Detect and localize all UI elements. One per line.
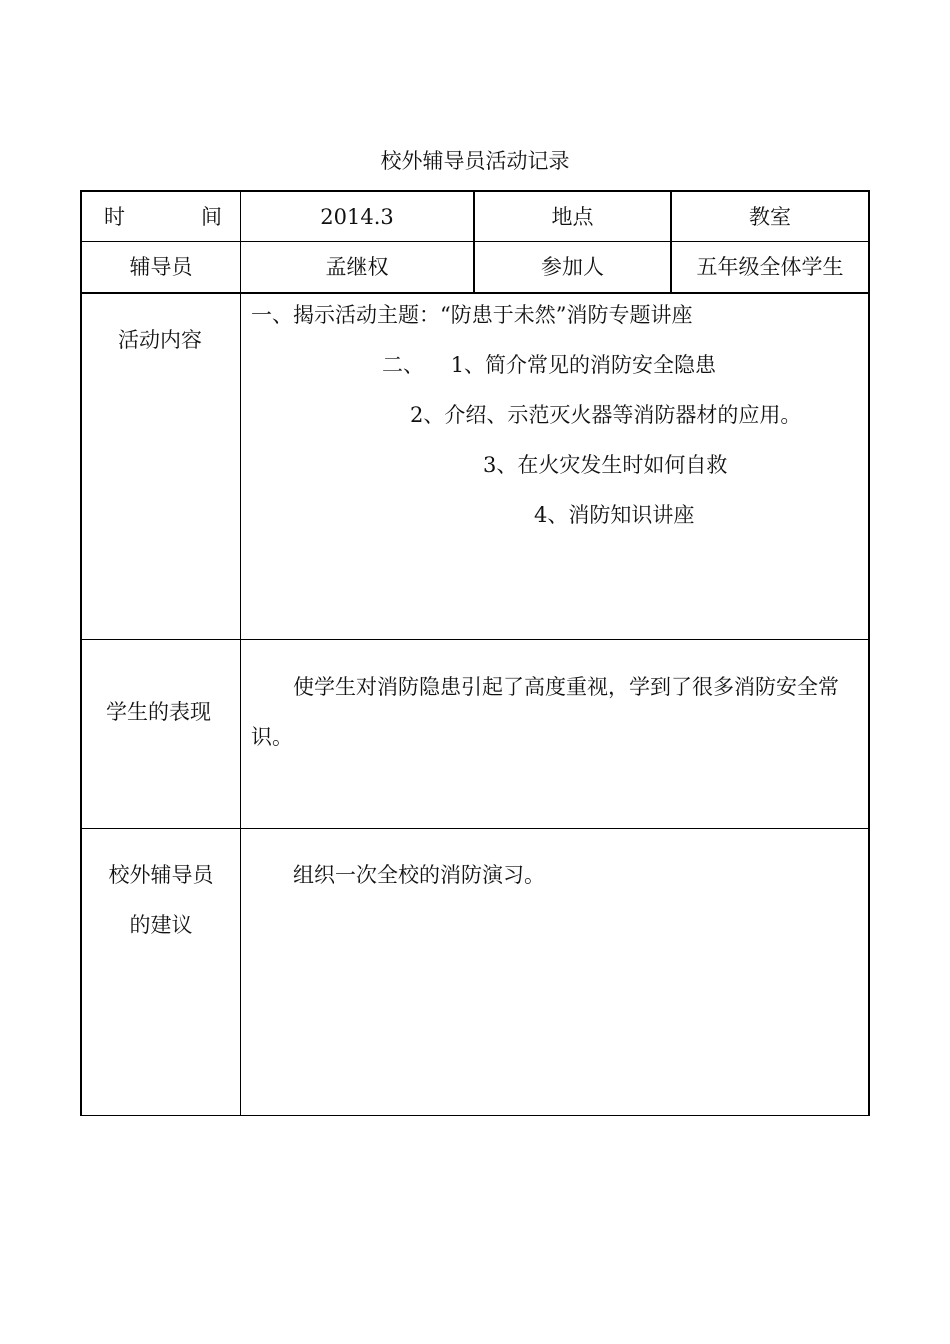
participants-label: 参加人 bbox=[541, 255, 604, 279]
table-border-left bbox=[80, 190, 82, 1116]
performance-label: 学生的表现 bbox=[106, 700, 211, 724]
suggestion-label-line-1: 校外辅导员 bbox=[108, 863, 214, 887]
time-label-char-1: 时 bbox=[104, 204, 125, 229]
activity-line-3: 2、介绍、示范灭火器等消防器材的应用。 bbox=[410, 403, 802, 427]
activity-record-table bbox=[80, 190, 870, 1116]
place-value: 教室 bbox=[749, 204, 791, 229]
row-divider-2 bbox=[80, 292, 870, 294]
suggestion-label bbox=[82, 850, 240, 950]
time-label-char-2: 间 bbox=[201, 204, 222, 229]
row-divider-3 bbox=[80, 639, 870, 640]
participants-value: 五年级全体学生 bbox=[696, 255, 844, 279]
place-label: 地点 bbox=[551, 204, 594, 229]
suggestion-label-line-2: 的建议 bbox=[129, 913, 193, 937]
time-label-cell bbox=[82, 192, 240, 241]
performance-text: 使学生对消防隐患引起了高度重视，学到了很多消防安全常识。 bbox=[251, 675, 839, 749]
activity-line-5: 4、消防知识讲座 bbox=[534, 503, 695, 527]
activity-line-2: 二、 1、简介常见的消防安全隐患 bbox=[382, 353, 717, 377]
counselor-label: 辅导员 bbox=[129, 255, 193, 279]
table-border-right bbox=[868, 190, 870, 1116]
column-divider-1 bbox=[240, 190, 241, 1116]
table-border-bottom bbox=[80, 1115, 870, 1116]
activity-label: 活动内容 bbox=[118, 328, 202, 352]
counselor-value: 孟继权 bbox=[325, 255, 389, 279]
time-value: 2014.3 bbox=[320, 204, 394, 229]
document-title: 校外辅导员活动记录 bbox=[380, 149, 570, 173]
activity-line-1: 一、揭示活动主题：“防患于未然”消防专题讲座 bbox=[251, 303, 693, 327]
row-divider-4 bbox=[80, 828, 870, 829]
activity-line-4: 3、在火灾发生时如何自救 bbox=[483, 453, 728, 477]
suggestion-text: 组织一次全校的消防演习。 bbox=[293, 863, 545, 887]
